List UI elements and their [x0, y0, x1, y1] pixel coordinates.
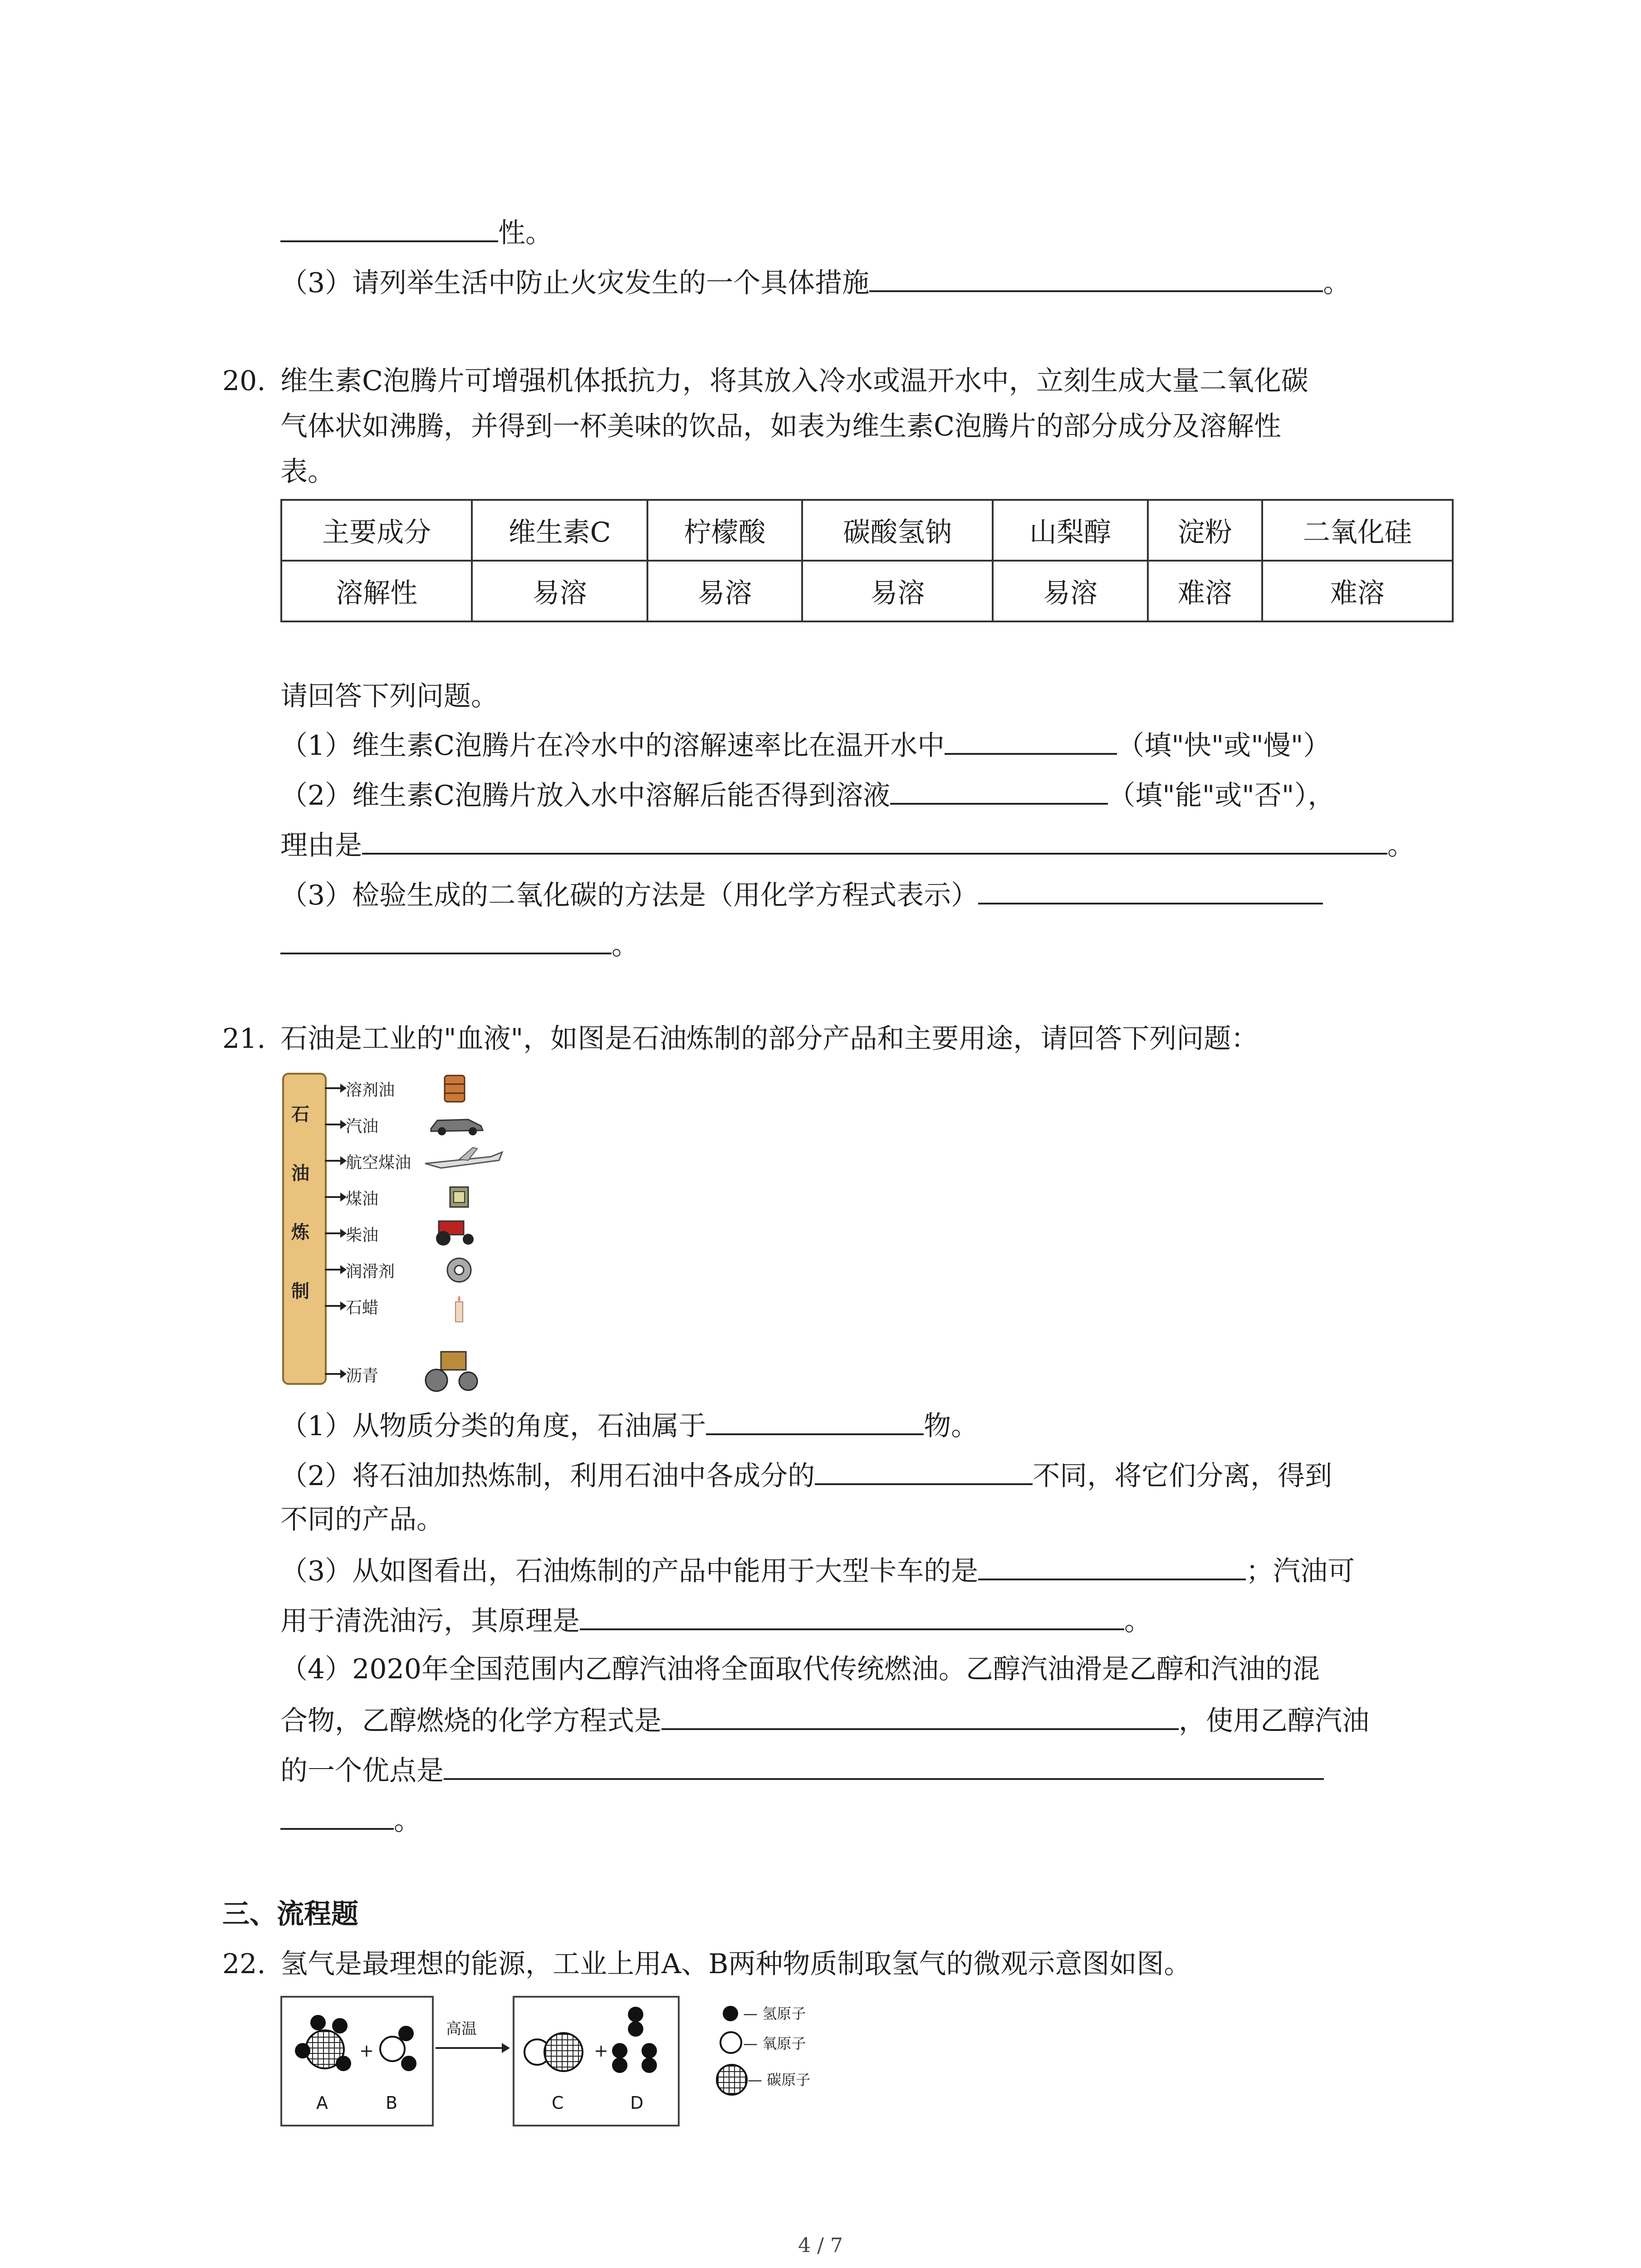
reaction-condition: 高温	[446, 2020, 477, 2038]
petroleum-refining-diagram	[278, 1068, 514, 1404]
oxygen-atom-icon	[720, 2031, 742, 2054]
carbon-atom-icon	[716, 2064, 748, 2096]
sub-question-3: （3）从如图看出，石油炼制的产品中能用于大型卡车的是 ；汽油可	[280, 1551, 1355, 1589]
table-cell: 难溶	[1148, 561, 1262, 621]
prompt-text: 请回答下列问题。	[280, 680, 498, 712]
answer-blank[interactable]	[280, 1801, 394, 1830]
column-char: 制	[291, 1281, 309, 1302]
hydrogen-atom-icon	[612, 2058, 627, 2073]
answer-blank[interactable]	[661, 1701, 1179, 1730]
hydrogen-atom-icon	[628, 2021, 643, 2037]
gear-icon	[443, 1254, 475, 1286]
hydrogen-atom-icon	[336, 2056, 351, 2071]
legend-label: — 氧原子	[743, 2035, 806, 2052]
sub-question-2: （2）将石油加热炼制，利用石油中各成分的 不同，将它们分离，得到	[280, 1456, 1332, 1494]
hydrogen-atom-icon	[612, 2043, 627, 2058]
table-row	[281, 561, 1453, 621]
legend-label: — 碳原子	[748, 2071, 811, 2088]
molecule-label: A	[316, 2093, 328, 2113]
product-label: 柴油	[346, 1226, 379, 1245]
column-char: 油	[291, 1163, 309, 1184]
plus-sign: +	[594, 2041, 608, 2061]
carbon-atom-icon	[544, 2032, 583, 2072]
arrow-icon	[325, 1124, 343, 1125]
lamp-icon	[446, 1182, 473, 1211]
continuation-line-2: （3）请列举生活中防止火灾发生的一个具体措施 。	[280, 263, 1350, 301]
arrow-icon	[325, 1373, 343, 1375]
answer-blank[interactable]	[869, 263, 1323, 292]
sub-question-3-cont: 用于清洗油污，其原理是 。	[280, 1601, 1151, 1639]
legend-label: — 氢原子	[743, 2005, 806, 2022]
hydrogen-atom-icon	[398, 2026, 414, 2041]
arrow-icon	[325, 1087, 343, 1089]
tractor-icon	[430, 1216, 480, 1247]
answer-blank[interactable]	[444, 1751, 1324, 1780]
table-cell: 二氧化硅	[1262, 500, 1453, 561]
product-label: 沥青	[346, 1367, 379, 1385]
table-cell: 山梨醇	[993, 500, 1147, 561]
arrow-icon	[325, 1305, 343, 1307]
micro-reaction-diagram	[280, 1996, 852, 2132]
table-cell: 维生素C	[472, 500, 647, 561]
sub-question-4-cont: 合物，乙醇燃烧的化学方程式是 ，使用乙醇汽油	[280, 1701, 1369, 1739]
table-cell: 易溶	[802, 561, 993, 621]
product-label: 航空煤油	[346, 1154, 411, 1172]
oil-drum-icon	[441, 1073, 468, 1105]
table-cell: 淀粉	[1148, 500, 1262, 561]
reaction-arrow-icon	[434, 2041, 511, 2055]
answer-blank[interactable]	[580, 1601, 1124, 1630]
hydrogen-atom-icon	[723, 2006, 738, 2021]
table-cell: 易溶	[993, 561, 1147, 621]
table-cell: 易溶	[647, 561, 802, 621]
hydrogen-atom-icon	[401, 2056, 416, 2071]
table-cell: 溶解性	[281, 561, 472, 621]
answer-blank[interactable]	[362, 826, 1387, 855]
question-text: 表。	[280, 456, 335, 488]
question-number: 21.	[222, 1023, 266, 1055]
sub-question-3: （3）检验生成的二氧化碳的方法是（用化学方程式表示）	[280, 875, 1323, 914]
plus-sign: +	[359, 2041, 374, 2061]
page-number: 4 / 7	[798, 2234, 843, 2257]
column-char: 炼	[291, 1222, 309, 1243]
question-text: 石油是工业的"血液"，如图是石油炼制的部分产品和主要用途，请回答下列问题：	[280, 1023, 1259, 1055]
hydrogen-atom-icon	[642, 2043, 657, 2058]
molecule-label: B	[386, 2093, 398, 2113]
question-number: 22.	[222, 1948, 266, 1980]
product-label: 溶剂油	[346, 1081, 395, 1100]
hydrogen-atom-icon	[642, 2058, 657, 2073]
question-number: 20.	[222, 365, 266, 397]
question-text: 氢气是最理想的能源，工业上用A、B两种物质制取氢气的微观示意图如图。	[280, 1948, 1191, 1980]
sub-question-3-cont: 。	[280, 925, 639, 963]
products-box	[513, 1996, 680, 2126]
sub-question-2: （2）维生素C泡腾片放入水中溶解后能否得到溶液 （填"能"或"否"），	[280, 776, 1335, 814]
table-cell: 易溶	[472, 561, 647, 621]
answer-blank[interactable]	[978, 875, 1323, 904]
arrow-icon	[325, 1160, 343, 1162]
answer-blank[interactable]	[280, 925, 612, 954]
sub-question-4: （4）2020年全国范围内乙醇汽油将全面取代传统燃油。乙醇汽油滑是乙醇和汽油的混	[280, 1653, 1320, 1685]
hydrogen-atom-icon	[628, 2007, 643, 2022]
question-text: 维生素C泡腾片可增强机体抵抗力，将其放入冷水或温开水中，立刻生成大量二氧化碳	[280, 365, 1308, 397]
molecule-label: D	[630, 2093, 644, 2113]
column-char: 石	[291, 1104, 309, 1125]
answer-blank[interactable]	[815, 1456, 1033, 1485]
product-label: 汽油	[346, 1117, 379, 1136]
arrow-icon	[325, 1269, 343, 1271]
sub-question-1: （1）维生素C泡腾片在冷水中的溶解速率比在温开水中 （填"快"或"慢"）	[280, 726, 1330, 764]
product-label: 石蜡	[346, 1299, 379, 1317]
answer-blank[interactable]	[890, 776, 1108, 805]
arrow-icon	[325, 1232, 343, 1234]
answer-blank[interactable]	[945, 726, 1117, 755]
section-title: 三、流程题	[222, 1898, 358, 1930]
table-cell: 难溶	[1262, 561, 1453, 621]
car-icon	[427, 1111, 486, 1136]
sub-question-2-reason: 理由是 。	[280, 826, 1415, 864]
hydrogen-atom-icon	[295, 2043, 310, 2058]
answer-blank[interactable]	[706, 1406, 924, 1435]
table-cell: 主要成分	[281, 500, 472, 561]
molecule-label: C	[552, 2093, 564, 2113]
question-text: 气体状如沸腾，并得到一杯美味的饮品，如表为维生素C泡腾片的部分成分及溶解性	[280, 411, 1281, 442]
solubility-table	[280, 499, 1454, 622]
table-row	[281, 500, 1453, 561]
sub-question-2-cont: 不同的产品。	[280, 1504, 444, 1535]
product-label: 润滑剂	[346, 1262, 395, 1281]
sub-question-4-end: 。	[280, 1801, 421, 1839]
continuation-line-1: 性。	[280, 213, 553, 251]
reactants-box	[280, 1996, 434, 2126]
airplane-icon	[423, 1143, 505, 1175]
hydrogen-atom-icon	[310, 2015, 326, 2030]
road-roller-icon	[423, 1345, 482, 1395]
sub-question-1: （1）从物质分类的角度，石油属于 物。	[280, 1406, 978, 1444]
table-cell: 碳酸氢钠	[802, 500, 993, 561]
table-cell: 柠檬酸	[647, 500, 802, 561]
candle-icon	[450, 1293, 468, 1325]
answer-blank[interactable]	[280, 213, 498, 242]
hydrogen-atom-icon	[332, 2018, 348, 2033]
sub-question-4-cont: 的一个优点是	[280, 1751, 1324, 1789]
product-label: 煤油	[346, 1190, 379, 1208]
answer-blank[interactable]	[978, 1551, 1246, 1580]
arrow-icon	[325, 1196, 343, 1198]
